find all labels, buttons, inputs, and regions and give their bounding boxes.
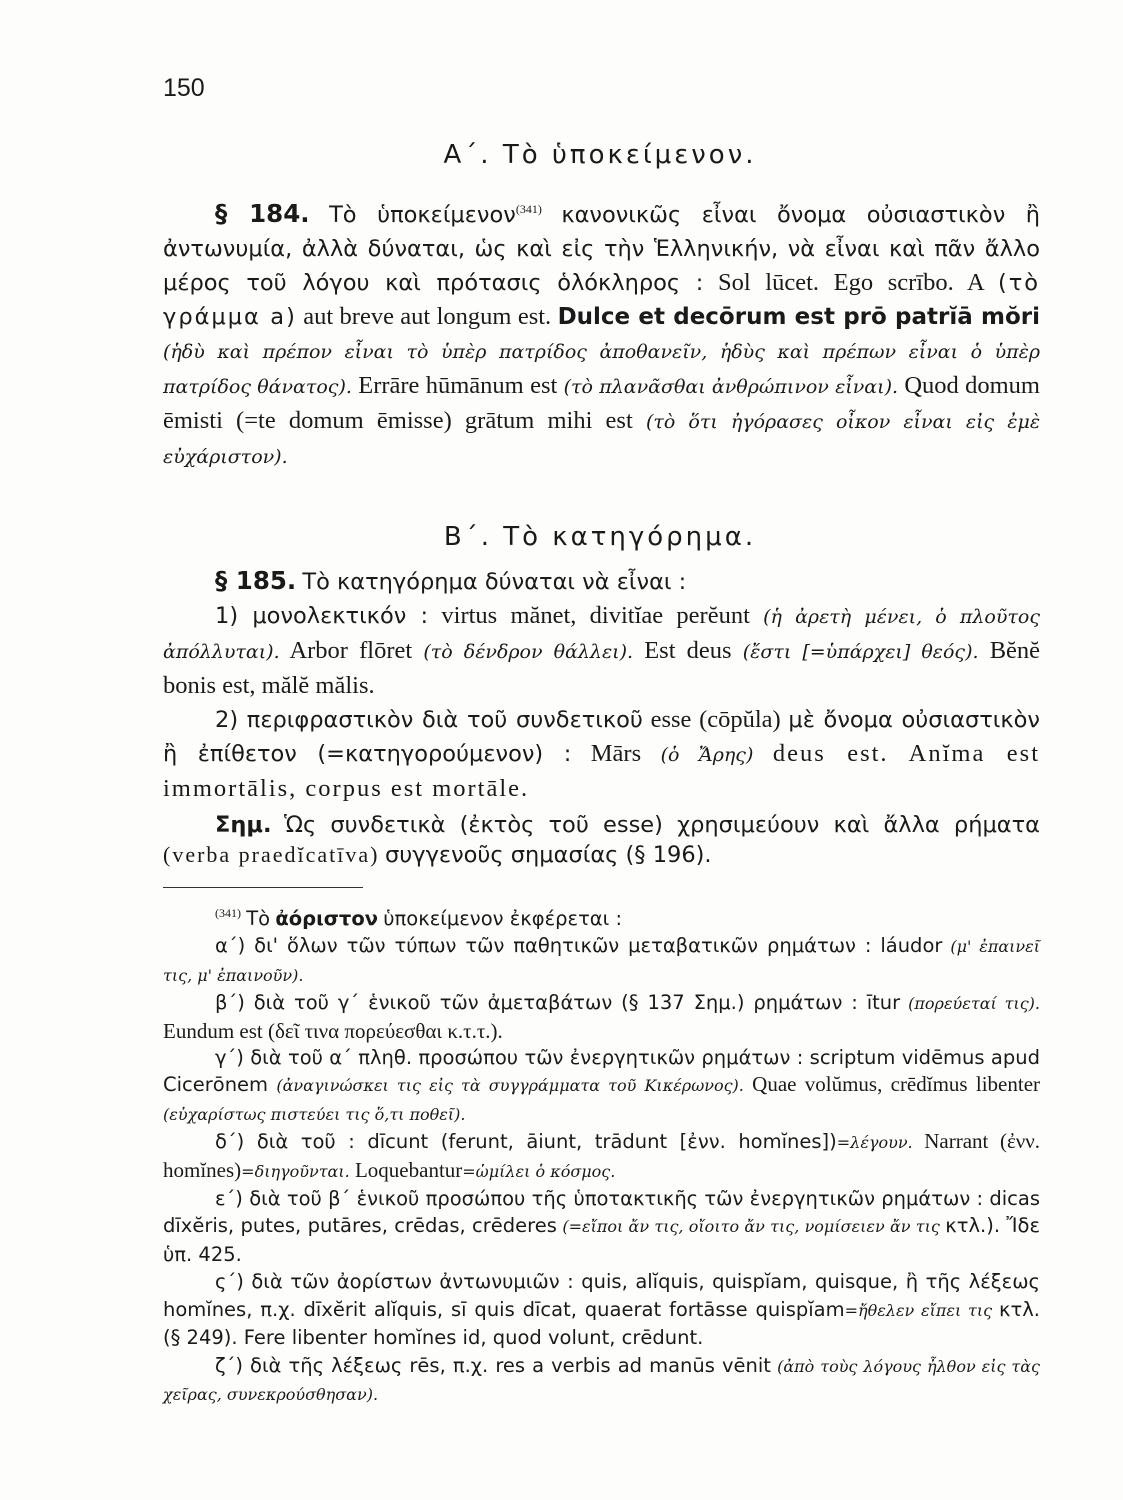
greek-text: Τὸ κατηγόρημα δύναται νὰ εἶναι : xyxy=(302,569,687,595)
greek-translation: (τὸ πλανᾶσθαι ἀνθρώπινον εἶναι). xyxy=(563,376,899,399)
latin-text: aut breve aut longum est. xyxy=(303,303,552,331)
footnote-ref[interactable]: (341) xyxy=(515,202,542,216)
greek-translation: (πορεύεταί τις). xyxy=(908,994,1040,1014)
greek-translation: (τὸ δένδρον θάλλει). xyxy=(423,641,634,663)
latin-text: Bĕnĕ bonis est, mălĕ mălis. xyxy=(163,637,1041,699)
greek-translation: (ἀναγινώσκει τις εἰς τὰ συγγράμματα τοῦ Κικέρωνος). xyxy=(276,1076,744,1096)
latin-text: esse (cōpŭla) xyxy=(650,706,781,733)
greek-translation: (ὁ Ἄρης) xyxy=(660,744,754,766)
greek-text: Ὡς συνδετικὰ (ἐκτὸς τοῦ esse) χρησιμεύουν καὶ ἄλλα ρήματα xyxy=(284,812,1040,838)
latin-text: Eundum est (δεῖ τινα πορεύεσθαι κ.τ.τ.). xyxy=(163,1018,503,1043)
footnote-number: (341) xyxy=(215,906,241,920)
latin-text: Sol lūcet. Ego scrībo. A xyxy=(717,269,984,297)
latin-text: Narrant (ἐνν. homĭnes) xyxy=(163,1129,1040,1182)
footnote-item-g: ζ΄) διὰ τῆς λέξεως rēs, π.χ. res a verbis ad manūs vēnit xyxy=(215,1353,771,1377)
greek-translation: (ἡ ἀρετὴ μένει, ὁ πλοῦτος ἀπόλλυται). xyxy=(163,606,1040,663)
greek-text: κτλ. (§ 249). Fere libenter homĭnes id, quod volunt, crēdunt. xyxy=(163,1297,1041,1350)
greek-text: Τὸ ὑποκείμενον xyxy=(329,202,516,229)
latin-text: Errāre hūmānum est xyxy=(358,372,558,400)
footnote-divider xyxy=(163,887,363,888)
footnote-341 xyxy=(163,900,1040,1408)
latin-text: deus est. Anĭma est immortālis, corpus est mortāle. xyxy=(163,740,1041,802)
greek-text: ὑποκείμενον ἐκφέρεται : xyxy=(383,907,623,930)
greek-translation: =διηγοῦνται. xyxy=(241,1161,350,1181)
item-label: 1) μονολεκτικόν : xyxy=(215,603,429,629)
greek-text: ἀόριστον xyxy=(275,907,379,930)
page-number: 150 xyxy=(163,74,205,102)
section-number: § 185. xyxy=(215,566,297,595)
footnote-item-d: δ΄) διὰ τοῦ : dīcunt (ferunt, āiunt, trādunt [ἐνν. homĭnes]) xyxy=(215,1130,837,1154)
latin-text: (verba praedĭcatīva) xyxy=(163,842,380,867)
greek-text: συγγενοῦς σημασίας (§ 196). xyxy=(385,842,712,868)
footnote-item-c: γ΄) διὰ τοῦ α΄ πληθ. προσώπου τῶν ἐνεργητικῶν ρημάτων : scriptum vidēmus apud Cicerōnem xyxy=(163,1046,1040,1097)
note-label: Σημ. xyxy=(215,812,272,838)
greek-translation: (ἡδὺ καὶ πρέπον εἶναι τὸ ὑπὲρ πατρίδος ἀποθανεῖν, ἡδὺς καὶ πρέπων εἶναι ὁ ὑπὲρ πατρίδος θάνατος). xyxy=(163,341,1040,399)
latin-bold-example: Dulce et decōrum est prō patrĭā mŏri xyxy=(557,304,1041,331)
greek-translation: =ἤθελεν εἴπει τις xyxy=(844,1300,993,1320)
latin-text: virtus mănet, divitĭae perĕunt xyxy=(441,602,750,629)
paragraph-185 xyxy=(163,564,1040,870)
greek-translation: (ἔστι [=ὑπάρχει] θεός). xyxy=(742,641,979,663)
footnote-item-a: α΄) δι' ὅλων τῶν τύπων τῶν παθητικῶν μεταβατικῶν ρημάτων : láudor xyxy=(215,934,943,958)
greek-text: μὲ ὄνομα οὐσιαστικὸν ἢ ἐπίθετον (=κατηγορούμενον) : xyxy=(163,707,1040,767)
greek-text: (τὸ γράμμα a) xyxy=(163,270,1041,331)
greek-translation: (μ' ἐπαινεῖ τις, μ' ἐπαινοῦν). xyxy=(163,937,1040,985)
latin-text: Arbor flōret xyxy=(289,637,413,664)
footnote-item-b: β΄) διὰ τοῦ γ΄ ἑνικοῦ τῶν ἀμεταβάτων (§ 137 Σημ.) ρημάτων : ītur xyxy=(215,991,901,1015)
greek-text: Τὸ xyxy=(246,907,271,930)
section-heading-predicate: Β΄. Τὸ κατηγόρημα. xyxy=(443,522,757,552)
paragraph-184 xyxy=(163,192,1040,474)
greek-text: κανονικῶς εἶναι ὄνομα οὐσιαστικὸν ἢ ἀντωνυμία, ἀλλὰ δύναται, ὡς καὶ εἰς τὴν Ἑλληνικήν, νὰ εἶναι καὶ πᾶν ἄλλο μέρος τοῦ λόγου καὶ πρότασις ὁλόκληρος : xyxy=(163,202,1041,297)
greek-translation: =λέγουν. xyxy=(836,1133,913,1153)
greek-text: κτλ.). Ἴδε ὑπ. 425. xyxy=(163,1214,1041,1266)
latin-text: Loquebantur xyxy=(354,1157,463,1182)
greek-translation: (εὐχαρίστως πιστεύει τις ὅ,τι ποθεῖ). xyxy=(163,1104,466,1124)
greek-translation: =ὡμίλει ὁ κόσμος. xyxy=(462,1161,616,1181)
greek-translation: (ἀπὸ τοὺς λόγους ἦλθον εἰς τὰς χεῖρας, συνεκρούσθησαν). xyxy=(163,1356,1041,1404)
footnote-item-e: ε΄) διὰ τοῦ β΄ ἑνικοῦ προσώπου τῆς ὑποτακτικῆς τῶν ἐνεργητικῶν ρημάτων : dicas dīxĕris, putes, putāres, crēdas, crēderes xyxy=(163,1187,1040,1238)
section-number: § 184. xyxy=(215,199,310,229)
latin-text: Quae volŭmus, crēdĭmus libenter xyxy=(752,1072,1041,1097)
greek-translation: (τὸ ὅτι ἠγόρασες οἶκον εἶναι εἰς ἐμὲ εὐχάριστον). xyxy=(163,411,1041,469)
latin-text: Quod domum ēmisti (=te domum ēmisse) grātum mihi est xyxy=(163,372,1040,435)
section-heading-subject: Α΄. Τὸ ὑποκείμενον. xyxy=(443,140,757,170)
greek-translation: (=εἴποι ἄν τις, οἴοιτο ἄν τις, νομίσειεν ἄν τις xyxy=(562,1217,940,1237)
footnote-item-f: ς΄) διὰ τῶν ἀορίστων ἀντωνυμιῶν : quis, alĭquis, quispĭam, quisque, ἢ τῆς λέξεως homĭnes, π.χ. dīxĕrit alĭquis, sī quis dīcat, quaerat fortāsse quispĭam xyxy=(163,1270,1040,1321)
latin-text: Est deus xyxy=(644,637,732,664)
item-label: 2) περιφραστικὸν διὰ τοῦ συνδετικοῦ xyxy=(215,707,643,733)
latin-text: Mārs xyxy=(590,740,642,767)
